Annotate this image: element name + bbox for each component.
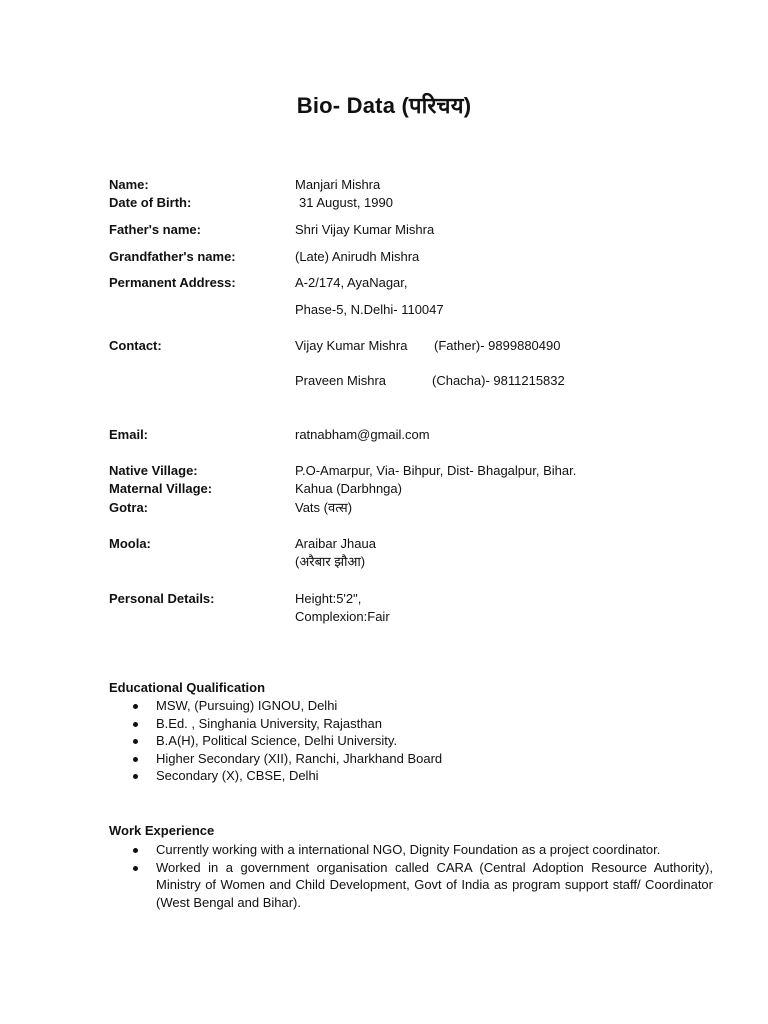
contact-2-relation: (Chacha)- 9811215832 [432,373,565,388]
field-value: Shri Vijay Kumar Mishra [295,222,435,237]
field-value: (Late) Anirudh Mishra [295,249,420,264]
field-value-line2: (अरैबार झौआ) [295,554,366,569]
education-list [109,697,713,785]
document-title: Bio- Data (परिचय) [296,93,472,118]
field-contact [109,338,729,388]
field-value: Kahua (Darbhnga) [295,481,402,496]
field-label: Moola: [109,536,151,551]
list-item: B.Ed. , Singhania University, Rajasthan [109,715,713,733]
list-item: B.A(H), Political Science, Delhi University. [109,732,713,750]
field-value: 31 August, 1990 [299,195,393,210]
field-label: Permanent Address: [109,275,236,290]
field-value-line2: Phase-5, N.Delhi- 110047 [295,302,444,317]
field-value-line1: Height:5'2", [295,591,362,606]
field-moola [109,536,729,576]
field-label: Name: [109,177,149,192]
field-label: Grandfather's name: [109,249,236,264]
field-value-line1: A-2/174, AyaNagar, [295,275,408,290]
field-label: Date of Birth: [109,195,192,210]
list-item: Higher Secondary (XII), Ranchi, Jharkhand Board [109,750,713,768]
list-item: Worked in a government organisation called CARA (Central Adoption Resource Authority), Ministry of Women and Child Development, Govt of India as program support staff/ Coordinator (West Bengal and Bihar). [109,859,713,912]
field-value: ratnabham@gmail.com [295,427,430,442]
contact-2-name: Praveen Mishra [295,373,387,388]
contact-1-relation: (Father)- 9899880490 [434,338,561,353]
work-list [109,841,713,911]
field-label: Email: [109,427,149,442]
list-item: MSW, (Pursuing) IGNOU, Delhi [109,697,713,715]
education-heading: Educational Qualification [109,680,266,695]
list-item: Currently working with a international NGO, Dignity Foundation as a project coordinator. [109,841,713,859]
field-label: Native Village: [109,463,198,478]
field-address [109,275,729,325]
field-label: Maternal Village: [109,481,213,496]
work-heading: Work Experience [109,823,215,838]
contact-1-name: Vijay Kumar Mishra [295,338,408,353]
field-value: P.O-Amarpur, Via- Bihpur, Dist- Bhagalpur, Bihar. [295,463,577,478]
field-value: Manjari Mishra [295,177,381,192]
field-label: Father's name: [109,222,201,237]
field-label: Personal Details: [109,591,215,606]
field-personal-details [109,591,729,631]
field-value-line1: Araibar Jhaua [295,536,376,551]
list-item: Secondary (X), CBSE, Delhi [109,767,713,785]
field-value-line2: Complexion:Fair [295,609,390,624]
field-label: Contact: [109,338,162,353]
field-label: Gotra: [109,500,148,515]
field-value: Vats (वत्स) [295,500,353,515]
